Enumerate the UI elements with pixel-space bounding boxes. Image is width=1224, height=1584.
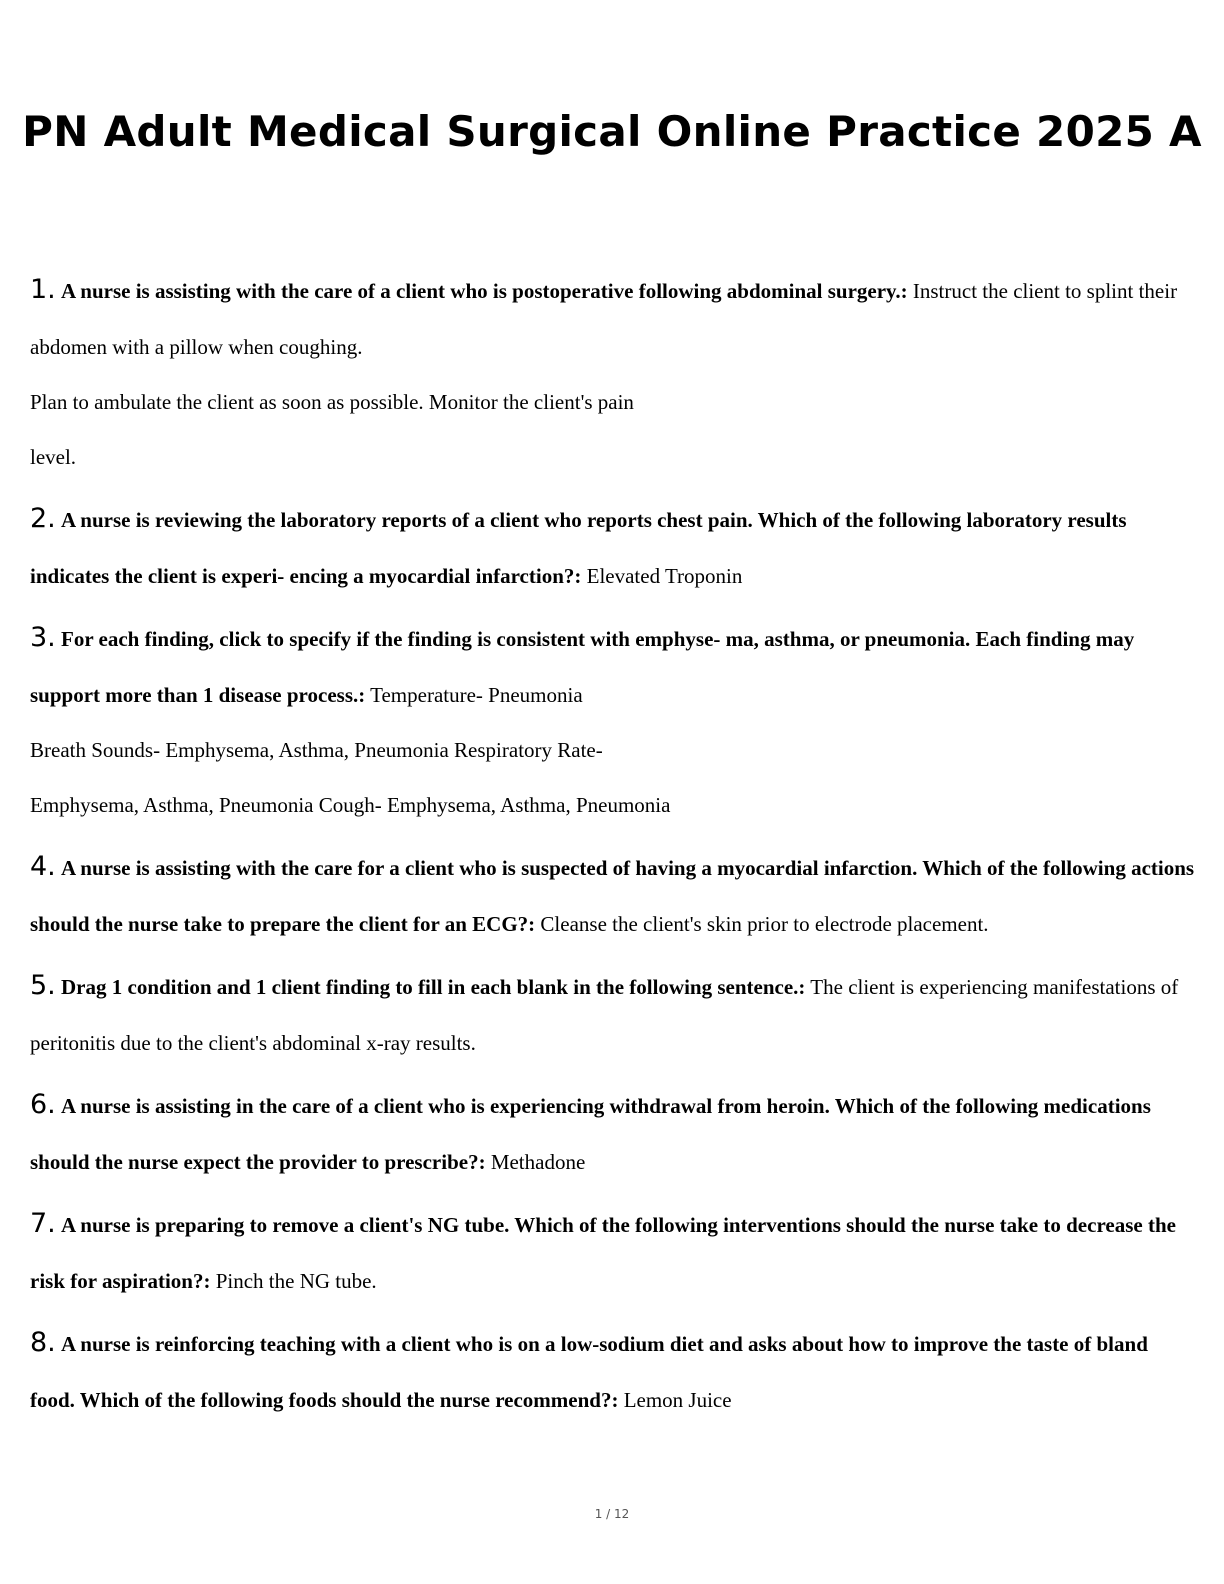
question-list xyxy=(30,262,1196,1434)
answer-text: Methadone xyxy=(490,1150,586,1174)
question-number: 3. xyxy=(30,622,56,653)
question-number: 1. xyxy=(30,274,56,305)
answer-text: Cleanse the client's skin prior to electrode placement. xyxy=(540,912,989,936)
page-number: 1 / 12 xyxy=(594,1507,630,1521)
question-number: 4. xyxy=(30,851,56,882)
question-text: A nurse is reinforcing teaching with a client who is on a low-sodium diet and asks about how to improve the taste of bland food. Which of the following foods should the nurse recommend?: xyxy=(30,1332,1148,1412)
answer-text: The client is experiencing manifestations of peritonitis due to the client's abdominal x-ray results. xyxy=(30,975,1179,1055)
answer-text: Instruct the client to splint their abdomen with a pillow when coughing. xyxy=(30,279,1178,359)
question-text: For each finding, click to specify if the finding is consistent with emphyse- ma, asthma, or pneumonia. Each finding may support more than 1 disease process.: xyxy=(30,627,1135,707)
question-text: A nurse is preparing to remove a client's NG tube. Which of the following interventions should the nurse take to decrease the risk for aspiration?: xyxy=(30,1213,1176,1293)
question-item-6 xyxy=(30,1077,1196,1190)
question-item-4 xyxy=(30,839,1196,952)
answer-text: Elevated Troponin xyxy=(586,564,743,588)
page-title: PN Adult Medical Surgical Online Practice 2025 A xyxy=(22,107,1202,156)
question-item-5 xyxy=(30,958,1196,1071)
question-number: 6. xyxy=(30,1089,56,1120)
answer-text: Lemon Juice xyxy=(623,1388,732,1412)
question-number: 2. xyxy=(30,503,56,534)
question-item-8 xyxy=(30,1315,1196,1428)
question-number: 5. xyxy=(30,970,56,1001)
answer-text: Pinch the NG tube. xyxy=(215,1269,377,1293)
question-number: 7. xyxy=(30,1208,56,1239)
question-item-2 xyxy=(30,491,1196,604)
question-item-7 xyxy=(30,1196,1196,1309)
answer-line: level. xyxy=(30,445,77,469)
question-number: 8. xyxy=(30,1327,56,1358)
question-text: A nurse is assisting in the care of a client who is experiencing withdrawal from heroin. Which of the following medications should the nurse expect the provider to prescribe?: xyxy=(30,1094,1151,1174)
question-text: A nurse is reviewing the laboratory reports of a client who reports chest pain. Which of the following laboratory results indicates the client is experi- encing a myocardial infarction?: xyxy=(30,508,1127,588)
answer-line: Plan to ambulate the client as soon as possible. Monitor the client's pain xyxy=(30,390,634,414)
question-text: Drag 1 condition and 1 client finding to fill in each blank in the following sentence.: xyxy=(61,975,806,999)
question-item-3 xyxy=(30,610,1196,833)
answer-line: Emphysema, Asthma, Pneumonia Cough- Emphysema, Asthma, Pneumonia xyxy=(30,793,671,817)
question-item-1 xyxy=(30,262,1196,485)
answer-line: Breath Sounds- Emphysema, Asthma, Pneumonia Respiratory Rate- xyxy=(30,738,603,762)
question-text: A nurse is assisting with the care of a client who is postoperative following abdominal surgery.: xyxy=(61,279,908,303)
question-text: A nurse is assisting with the care for a client who is suspected of having a myocardial infarction. Which of the following actions should the nurse take to prepare the client for an ECG?: xyxy=(30,856,1195,936)
answer-text: Temperature- Pneumonia xyxy=(370,683,583,707)
